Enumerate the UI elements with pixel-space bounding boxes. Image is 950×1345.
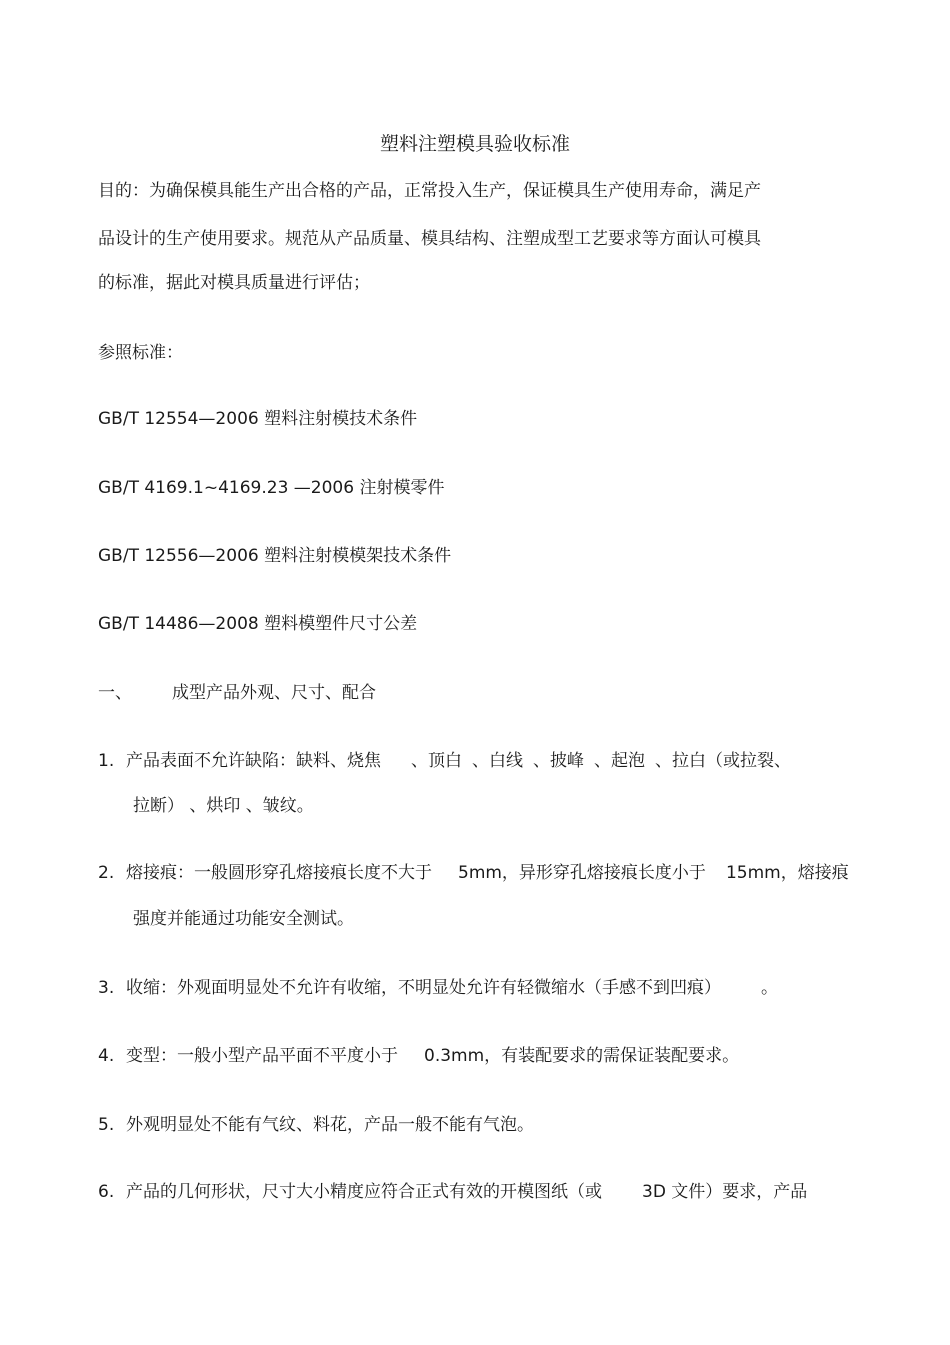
reference-item: GB/T 12554—2006 塑料注射模技术条件 — [98, 409, 418, 429]
reference-heading: 参照标准： — [98, 343, 183, 363]
item-text: 5mm，异形穿孔熔接痕长度小于 — [458, 863, 706, 883]
item-text: 外观明显处不能有气纹、料花，产品一般不能有气泡。 — [126, 1115, 534, 1135]
document-title: 塑料注塑模具验收标准 — [379, 133, 570, 155]
item-text: 收缩：外观面明显处不允许有收缩，不明显处允许有轻微缩水（手感不到凹痕） — [126, 978, 721, 998]
item-number: 3. — [98, 978, 115, 998]
section-number: 一、 — [98, 683, 132, 703]
item-text: 、白线 — [472, 751, 523, 771]
section-title: 成型产品外观、尺寸、配合 — [172, 683, 376, 703]
purpose-line-1: 目的：为确保模具能生产出合格的产品，正常投入生产，保证模具生产使用寿命，满足产 — [98, 181, 761, 201]
item-text: 、披峰 — [533, 751, 584, 771]
item-number: 5. — [98, 1115, 115, 1135]
list-item — [98, 1114, 534, 1136]
item-number: 2. — [98, 863, 115, 883]
item-number: 1. — [98, 751, 115, 771]
reference-item: GB/T 14486—2008 塑料模塑件尺寸公差 — [98, 614, 418, 634]
item-text: 、起泡 — [594, 751, 645, 771]
item-text: 0.3mm，有装配要求的需保证装配要求。 — [424, 1046, 740, 1066]
item-text: 变型：一般小型产品平面不平度小于 — [126, 1046, 398, 1066]
item-text: 、顶白 — [411, 751, 462, 771]
item-text: 熔接痕：一般圆形穿孔熔接痕长度不大于 — [126, 863, 432, 883]
list-item — [98, 1181, 807, 1203]
purpose-line-2: 品设计的生产使用要求。规范从产品质量、模具结构、注塑成型工艺要求等方面认可模具 — [98, 229, 761, 249]
item-text: 、拉白（或拉裂、 — [655, 751, 791, 771]
list-item — [98, 977, 778, 999]
reference-item: GB/T 12556—2006 塑料注射模模架技术条件 — [98, 546, 452, 566]
item-text: 产品表面不允许缺陷：缺料、烧焦 — [126, 751, 381, 771]
item-text: 15mm，熔接痕 — [725, 863, 849, 883]
list-item-continuation: 强度并能通过功能安全测试。 — [133, 909, 354, 929]
section-heading — [98, 682, 376, 704]
purpose-line-3: 的标准，据此对模具质量进行评估； — [98, 273, 370, 293]
item-text: 3D 文件）要求，产品 — [642, 1182, 808, 1202]
item-text: 产品的几何形状，尺寸大小精度应符合正式有效的开模图纸（或 — [126, 1182, 602, 1202]
list-item-continuation: 拉断） 、烘印 、皱纹。 — [133, 796, 314, 816]
item-number: 6. — [98, 1182, 115, 1202]
list-item — [98, 862, 849, 884]
item-number: 4. — [98, 1046, 115, 1066]
list-item — [98, 1045, 739, 1067]
list-item — [98, 750, 791, 772]
reference-item: GB/T 4169.1~4169.23 —2006 注射模零件 — [98, 478, 445, 498]
item-text: 。 — [761, 978, 778, 998]
